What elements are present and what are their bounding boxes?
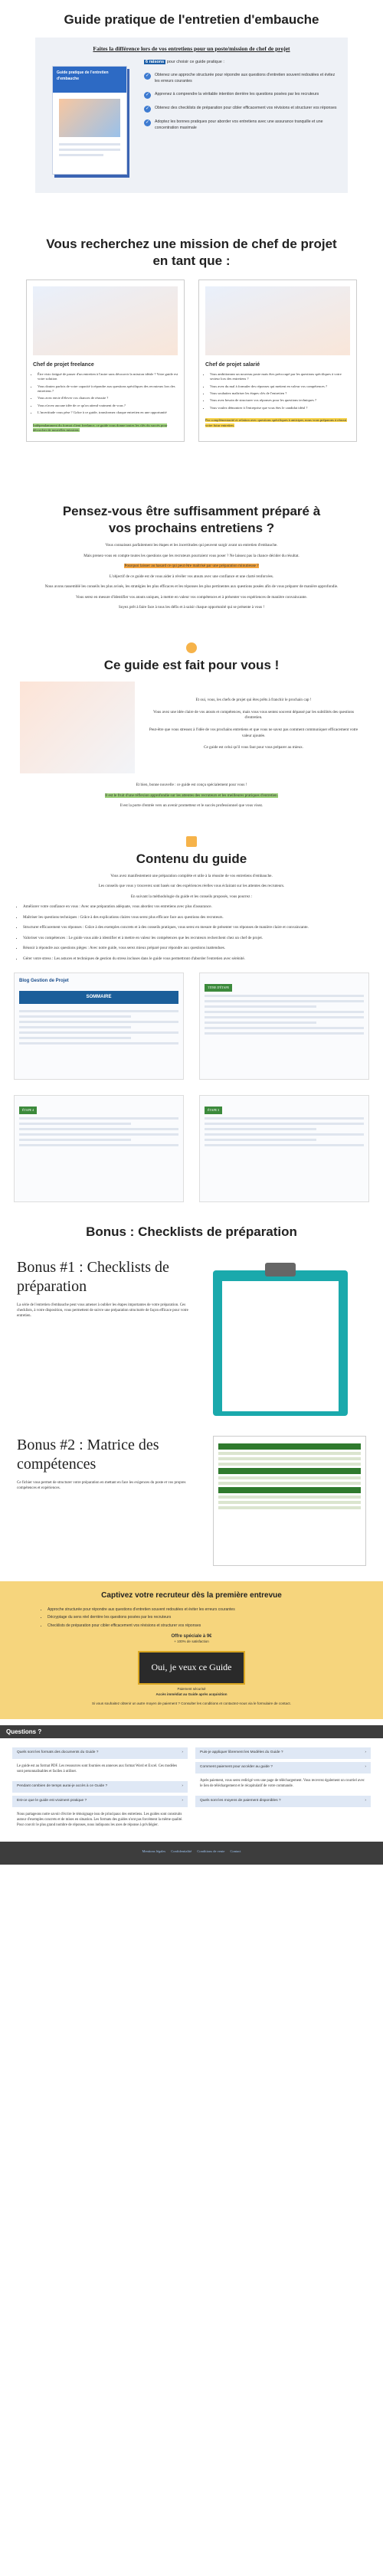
highlight-text: Pourquoi laisser au hasard ce qui peut être maîtrisé par une préparation minutieuse ? bbox=[124, 564, 259, 569]
interview-illustration bbox=[20, 682, 135, 773]
footer bbox=[0, 1842, 383, 1865]
hero-bullet: ✓ Adoptez les bonnes pratiques pour aborder vos entretiens avec une assurance tranquille et une concentration maximale bbox=[145, 119, 323, 130]
bonus-2: Bonus #2 : Matrice des compétences Ce fichier vous permet de structurer votre préparation en mettant en face les exigences du poste et vos propres compétences et expériences. bbox=[17, 1436, 366, 1566]
salarie-illustration bbox=[205, 286, 350, 355]
freelance-illustration bbox=[33, 286, 178, 355]
buy-guide-button[interactable]: Oui, je veux ce Guide bbox=[138, 1651, 245, 1685]
section-heading-bonus: Bonus : Checklists de préparation bbox=[86, 1224, 297, 1240]
faq-question[interactable]: Pendant combien de temps aurai-je accès à ce Guide ? › bbox=[12, 1781, 188, 1793]
price: Offre spéciale à 9€ bbox=[171, 1633, 212, 1639]
chevron-icon: › bbox=[365, 1798, 366, 1803]
section-heading-for-you: Ce guide est fait pour vous ! bbox=[103, 657, 280, 672]
freelance-card: Chef de projet freelance • Être visio fatigué de passer d'un entretien à l'autre sans découvrir la mission idéale ? Votre guide est votre solution • Vous doutez parfois de votre capacité à répondre aux questions spécifiques des recruteurs lors des entretiens ? • Vous avez envie d'élever vos chances de réussite ? • Vous n'avez aucune idée de ce qu'on attend vraiment de vous ? • L'incertitude vous pèse ? Grâce à ce guide, transformez chaque entretien en une opportunité Indépendamment du format client freelance, ce guide vous donne toutes les clés du succès pour décrocher de nouvelles missions. bbox=[26, 280, 185, 442]
salarie-card: Chef de projet salarié • Vous ambitionnez un nouveau poste mais êtes préoccupé par les questions spécifiques à votre secteur lors des entretiens ? • Vous avez du mal à formuler des réponses qui mettent en valeur vos compétences ? • Vous souhaitez maîtriser les étapes clés de l'entretien ? • Vous avez besoin de structurer vos réponses pour les questions techniques ? • Vous voulez démontrer à l'entreprise que vous êtes le candidat idéal ? Par complémentarité et relation avec questions spécifiques à anticiper, nous vous préparons à réussir votre futur entretien. bbox=[198, 280, 357, 442]
guide-sample-page: TITRE D'ÉTAPE bbox=[199, 973, 369, 1080]
card-heading: Chef de projet freelance bbox=[33, 361, 94, 368]
check-icon: ✓ bbox=[145, 74, 150, 79]
hero-section bbox=[35, 38, 348, 194]
cta-heading: Captivez votre recruteur dès la première entrevue bbox=[101, 1590, 282, 1600]
faq-question[interactable]: Quels sont les formats des documents du Guide ? › bbox=[12, 1747, 188, 1759]
chevron-icon: › bbox=[365, 1751, 366, 1755]
footer-link[interactable]: Confidentialité bbox=[171, 1849, 192, 1854]
faq-question[interactable]: Quels sont les moyens de paiement disponibles ? › bbox=[195, 1796, 371, 1807]
chevron-icon: › bbox=[182, 1783, 183, 1788]
chevron-icon: › bbox=[182, 1751, 183, 1755]
bonus-heading: Bonus #2 : Matrice des compétences bbox=[17, 1436, 159, 1473]
bonus-1: Bonus #1 : Checklists de préparation La série de l'entretien d'embauche peut vous amener à oublier les étapes importantes de votre préparation. Ces checklists, à votre disposition, vous permettent de suivre une préparation structurée de façon efficace pour votre entretien. bbox=[17, 1258, 366, 1419]
hero-bullet: ✓ Obtenez une approche structurée pour répondre aux questions d'entretien souvent redoutées et évitez les erreurs courantes bbox=[145, 73, 336, 84]
highlight-text: Il est le fruit d'une réflexion approfondie sur les attentes des recruteurs et les meilleures pratiques d'entretien. bbox=[105, 793, 278, 798]
chevron-icon: › bbox=[365, 1765, 366, 1770]
check-icon: ✓ bbox=[145, 106, 150, 111]
guide-sample-page: ÉTAPE 3 bbox=[199, 1095, 369, 1202]
book-illustration bbox=[59, 99, 120, 137]
reasons-badge: 6 raisons bbox=[146, 60, 165, 65]
section-heading-content: Contenu du guide bbox=[136, 851, 247, 866]
guide-sample-page: Blog Gestion de Projet SOMMAIRE bbox=[14, 973, 184, 1080]
faq-question[interactable]: Puis-je appliquer librement les Modèles du Guide ? › bbox=[195, 1747, 371, 1759]
footer-link[interactable]: Contact bbox=[230, 1849, 241, 1854]
clipboard-checklist-image bbox=[198, 1258, 366, 1419]
faq-section: Quels sont les formats des documents du Guide ? › Le guide est au format PDF. Les ressources sont fournies en annexes aux format Word et Excel. Ces modèles sont personnalisables et faciles à utiliser. Pendant combien de temps aurai-je accès à ce Guide ? › Est-ce que le guide est vraiment pratique ? › Nous partageons notre savoir d'écrire le témoignage issu de principaux des entretiens. Les guides sont construits autour d'exemples concrets et de mises en situation. Les formats des guides n'ont pas forcément la même qualité. Pour couvrir le plus grand nombre de réponses, nous indiquons les axes de réponse à privilégier. Puis-je appliquer librement les Modèles du Guide ? › Comment paiement pour accéder au guide ? › Après paiement, vous serez redirigé vers une page de téléchargement. Vous recevrez également un courriel avec le lien de téléchargement et le récapitulatif de votre commande. Quels sont les moyens de paiement disponibles ? › bbox=[0, 1738, 383, 1836]
card-heading: Chef de projet salarié bbox=[205, 361, 260, 368]
hero-bullet: ✓ Obtenez des checklists de préparation pour cibler efficacement vos révisions et structurer vos réponses bbox=[145, 105, 337, 111]
section-heading-prepared: Pensez-vous être suffisamment préparé à vos prochains entretiens ? bbox=[62, 503, 321, 536]
section-heading-mission: Vous recherchez une mission de chef de projet en tant que : bbox=[46, 237, 337, 269]
footer-link[interactable]: Mentions légales bbox=[142, 1849, 166, 1854]
guide-book-cover bbox=[44, 60, 136, 182]
hero-intro: 6 raisons pour choisir ce guide pratique : bbox=[146, 60, 224, 65]
chevron-icon: › bbox=[182, 1798, 183, 1803]
secure-payment: Paiement sécurisé bbox=[177, 1687, 206, 1691]
footer-link[interactable]: Conditions de vente bbox=[197, 1849, 225, 1854]
bonus-heading: Bonus #1 : Checklists de préparation bbox=[17, 1258, 169, 1295]
skills-matrix-image bbox=[213, 1436, 366, 1566]
check-icon: ✓ bbox=[145, 92, 150, 97]
hero-bullet: ✓ Apprenez à comprendre la véritable intention derrière les questions posées par les recruteurs bbox=[145, 91, 319, 97]
page-title: Guide pratique de l'entretien d'embauche bbox=[64, 12, 319, 27]
sun-icon bbox=[0, 639, 383, 657]
hero-subtitle: Faites la différence lors de vos entretiens pour un poste/mission de chef de projet bbox=[93, 44, 290, 52]
guide-sample-page: ÉTAPE 4 bbox=[14, 1095, 184, 1202]
card-note: Par complémentarité et relation avec questions spécifiques à anticiper, nous vous préparons à réussir votre futur entretien. bbox=[205, 418, 347, 427]
card-note: Indépendamment du format client freelance, ce guide vous donne toutes les clés du succès pour décrocher de nouvelles missions. bbox=[33, 423, 168, 433]
purchase-section: Captivez votre recruteur dès la première entrevue • Approche structurée pour répondre aux questions d'entretien souvent redoutées et éviter les erreurs courantes • Décryptage du sens réel derrière les questions posées par les recruteurs • Checklists de préparation pour cibler efficacement vos révisions et structurer vos réponses Offre spéciale à 9€ + 100% de satisfaction Oui, je veux ce Guide Paiement sécurisé Accès immédiat au Guide après acquisition Si vous souhaitez obtenir un autre moyen de paiement ? Consulter les conditions et contactez-nous via le formulaire de contact. bbox=[0, 1581, 383, 1719]
faq-question[interactable]: Comment paiement pour accéder au guide ? › bbox=[195, 1762, 371, 1773]
book-icon bbox=[0, 832, 383, 851]
faq-question[interactable]: Est-ce que le guide est vraiment pratique ? › bbox=[12, 1796, 188, 1807]
book-title: Guide pratique de l'entretien d'embauche bbox=[53, 67, 126, 93]
faq-heading: Questions ? bbox=[0, 1725, 383, 1739]
check-icon: ✓ bbox=[145, 119, 150, 125]
